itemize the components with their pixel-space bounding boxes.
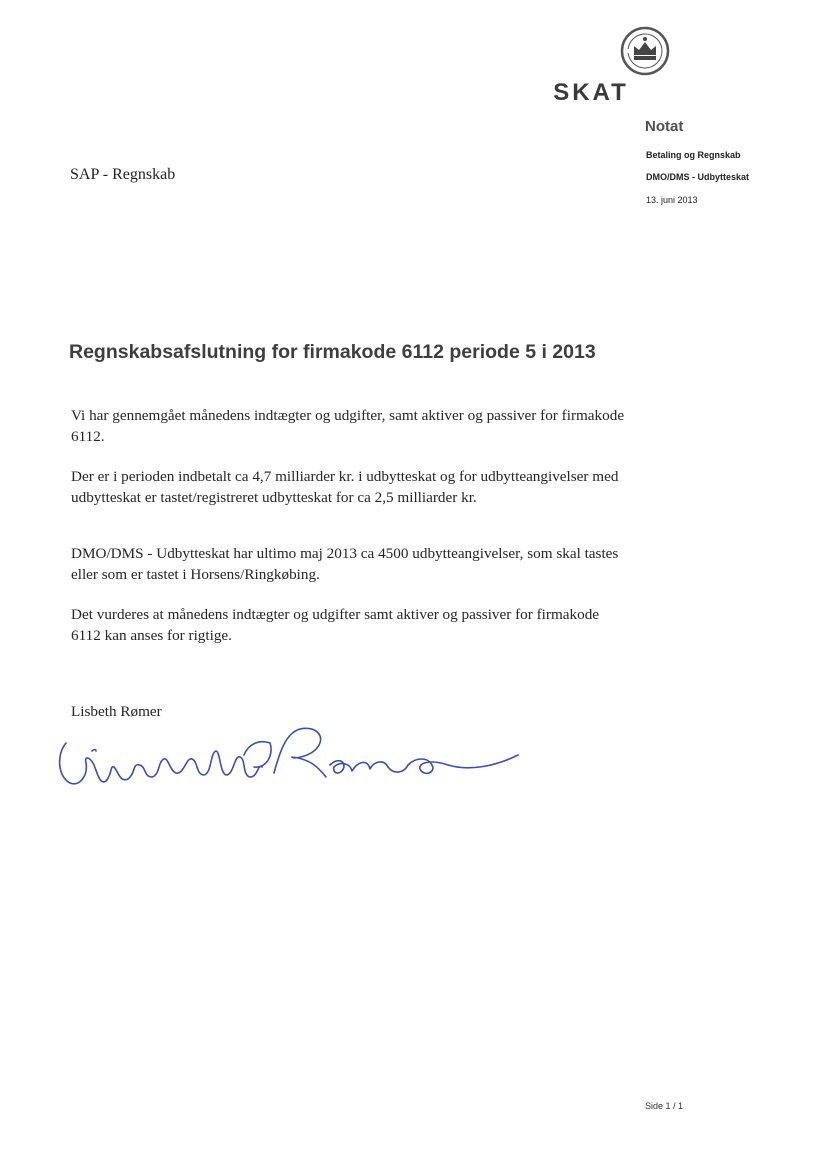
body-paragraph: DMO/DMS - Udbytteskat har ultimo maj 2013 ca 4500 udbytteangivelser, som skal tastes eller som er tastet i Horsens/Ringkøbing. bbox=[71, 545, 619, 583]
body-paragraph: Det vurderes at månedens indtægter og udgifter samt aktiver og passiver for firmakode 6112 kan anses for rigtige. bbox=[71, 606, 600, 644]
sender-label: SAP - Regnskab bbox=[70, 166, 176, 183]
body-paragraph: Der er i perioden indbetalt ca 4,7 milliarder kr. i udbytteskat og for udbytteangivelser med udbytteskat er tastet/registreret udbytteskat for ca 2,5 milliarder kr. bbox=[71, 468, 619, 506]
department-label: Betaling og Regnskab bbox=[646, 150, 741, 160]
handwritten-signature bbox=[48, 715, 538, 805]
skat-logo-text: SKAT bbox=[553, 79, 629, 106]
document-type: Notat bbox=[645, 118, 684, 135]
skat-logo-wordmark bbox=[531, 76, 651, 106]
skat-crown-emblem-icon bbox=[620, 26, 670, 76]
unit-label: DMO/DMS - Udbytteskat bbox=[646, 172, 750, 182]
document-date: 13. juni 2013 bbox=[646, 195, 698, 205]
body-paragraph: Vi har gennemgået månedens indtægter og udgifter, samt aktiver og passiver for firmakode 6112. bbox=[71, 407, 625, 445]
signer-name: Lisbeth Rømer bbox=[71, 703, 162, 720]
page-number: Side 1 / 1 bbox=[645, 1101, 684, 1111]
document-title: Regnskabsafslutning for firmakode 6112 periode 5 i 2013 bbox=[69, 341, 596, 363]
